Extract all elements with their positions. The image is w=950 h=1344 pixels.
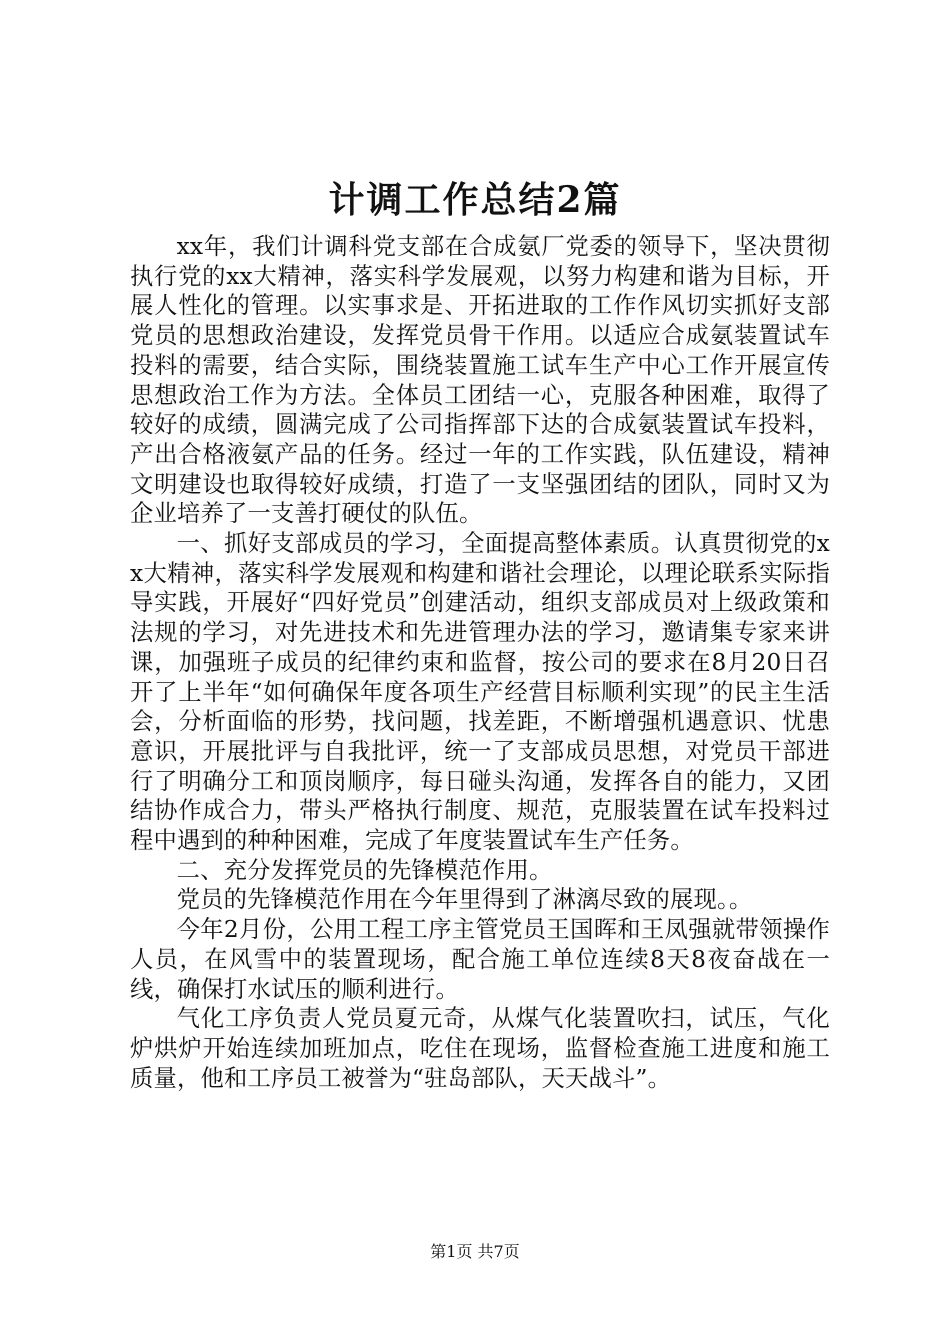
paragraph-vanguard-role: 党员的先锋模范作用在今年里得到了淋漓尽致的展现。。 [176, 886, 753, 914]
document-body [130, 232, 830, 1093]
paragraph-section-two-heading: 二、充分发挥党员的先锋模范作用。 [176, 856, 553, 884]
page-number: 第1页 共7页 [430, 1242, 520, 1261]
document-title: 计调工作总结2篇 [328, 179, 622, 221]
paragraph-intro: xx年，我们计调科党支部在合成氨厂党委的领导下，坚决贯彻执行党的xx大精神，落实科学发展观，以努力构建和谐为目标，开展人性化的管理。以实事求是、开拓进取的工作作风切实抓好支部党员的思想政治建设，发挥党员骨干作用。以适应合成氨装置试车投料的需要，结合实际，围绕装置施工试车生产中心工作开展宣传思想政治工作为方法。全体员工团结一心，克服各种困难，取得了较好的成绩，圆满完成了公司指挥部下达的合成氨装置试车投料，产出合格液氨产品的任务。经过一年的工作实践，队伍建设，精神文明建设也取得较好成绩，打造了一支坚强团结的团队，同时又为企业培养了一支善打硬仗的队伍。 [130, 233, 830, 528]
paragraph-february-work: 今年2月份，公用工程工序主管党员王国晖和王凤强就带领操作人员，在风雪中的装置现场，配合施工单位连续8天8夜奋战在一线，确保打水试压的顺利进行。 [130, 916, 830, 1003]
paragraph-section-one: 一、抓好支部成员的学习，全面提高整体素质。认真贯彻党的xx大精神，落实科学发展观和构建和谐社会理论，以理论联系实际指导实践，开展好“四好党员”创建活动，组织支部成员对上级政策和法规的学习，对先进技术和先进管理办法的学习，邀请集专家来讲课，加强班子成员的纪律约束和监督，按公司的要求在8月20日召开了上半年“如何确保年度各项生产经营目标顺利实现”的民主生活会，分析面临的形势，找问题，找差距，不断增强机遇意识、忧患意识，开展批评与自我批评，统一了支部成员思想，对党员干部进行了明确分工和顶岗顺序，每日碰头沟通，发挥各自的能力，又团结协作成合力，带头严格执行制度、规范，克服装置在试车投料过程中遇到的种种困难，完成了年度装置试车生产任务。 [130, 530, 830, 855]
paragraph-gasification: 气化工序负责人党员夏元奇，从煤气化装置吹扫，试压，气化炉烘炉开始连续加班加点，吃住在现场，监督检查施工进度和施工质量，他和工序员工被誉为“驻岛部队，天天战斗”。 [130, 1005, 830, 1092]
